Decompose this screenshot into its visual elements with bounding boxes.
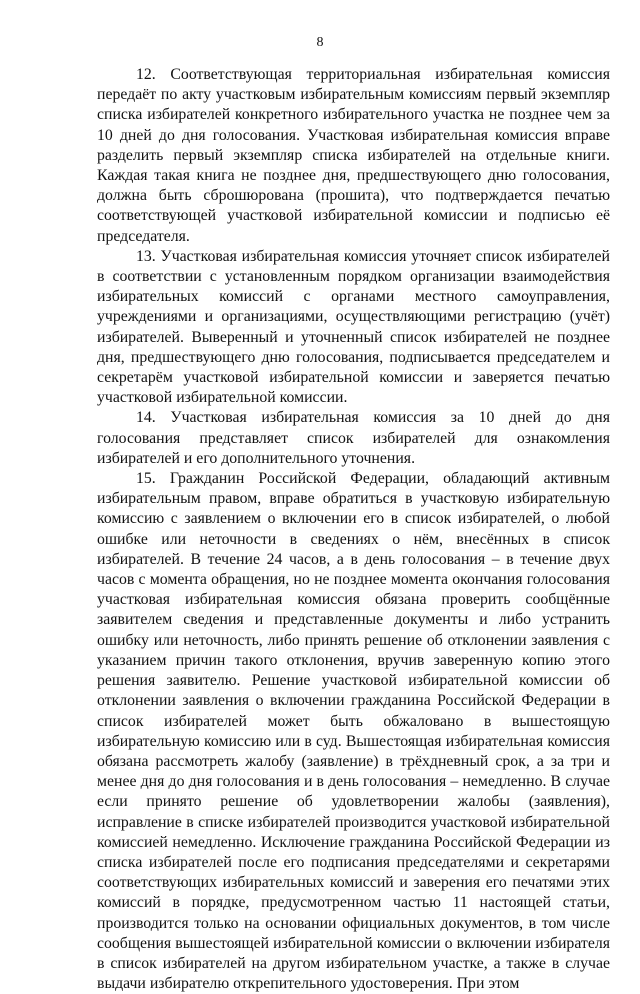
paragraph-12: 12. Соответствующая территориальная избирательная комиссия передаёт по акту участковым избирательным комиссиям первый экземпляр списка избирателей конкретного избирательного участка не позднее чем за 10 дней до дня голосования. Участковая избирательная комиссия вправе разделить первый экземпляр списка избирателей на отдельные книги. Каждая такая книга не позднее дня, предшествующего дню голосования, должна быть сброшюрована (прошита), что подтверждается печатью соответствующей участковой избирательной комиссии и подписью её председателя. xyxy=(97,66,610,245)
page-number: 8 xyxy=(316,35,324,50)
document-body xyxy=(97,65,610,994)
paragraph-14: 14. Участковая избирательная комиссия за 10 дней до дня голосования представляет список избирателей для ознакомления избирателей и его дополнительного уточнения. xyxy=(97,409,610,467)
paragraph-15: 15. Гражданин Российской Федерации, обладающий активным избирательным правом, вправе обратиться в участковую избирательную комиссию с заявлением о включении его в список избирателей, о любой ошибке или неточности в сведениях о нём, внесённых в список избирателей. В течение 24 часов, а в день голосования – в течение двух часов с момента обращения, но не позднее момента окончания голосования участковая избирательная комиссия обязана проверить сообщённые заявителем сведения и представленные документы и либо устранить ошибку или неточность, либо принять решение об отклонении заявления с указанием причин такого отклонения, вручив заверенную копию этого решения заявителю. Решение участковой избирательной комиссии об отклонении заявления о включении гражданина Российской Федерации в список избирателей может быть обжаловано в вышестоящую избирательную комиссию или в суд. Вышестоящая избирательная комиссия обязана рассмотреть жалобу (заявление) в трёхдневный срок, а за три и менее дня до дня голосования и в день голосования – немедленно. В случае если принято решение об удовлетворении жалобы (заявления), исправление в списке избирателей производится участковой избирательной комиссией немедленно. Исключение гражданина Российской Федерации из списка избирателей после его подписания председателями и секретарями соответствующих избирательных комиссий и заверения его печатями этих комиссий в порядке, предусмотренном частью 11 настоящей статьи, производится только на основании официальных документов, в том числе сообщения вышестоящей избирательной комиссии о включении избирателя в список избирателей на другом избирательном участке, а также в случае выдачи избирателю открепительного удостоверения. При этом xyxy=(97,470,610,993)
paragraph-13: 13. Участковая избирательная комиссия уточняет список избирателей в соответствии с установленным порядком организации взаимодействия избирательных комиссий с органами местного самоуправления, учреждениями и организациями, осуществляющими регистрацию (учёт) избирателей. Выверенный и уточненный список избирателей не позднее дня, предшествующего дню голосования, подписывается председателем и секретарём участковой избирательной комиссии и заверяется печатью участковой избирательной комиссии. xyxy=(97,247,610,407)
